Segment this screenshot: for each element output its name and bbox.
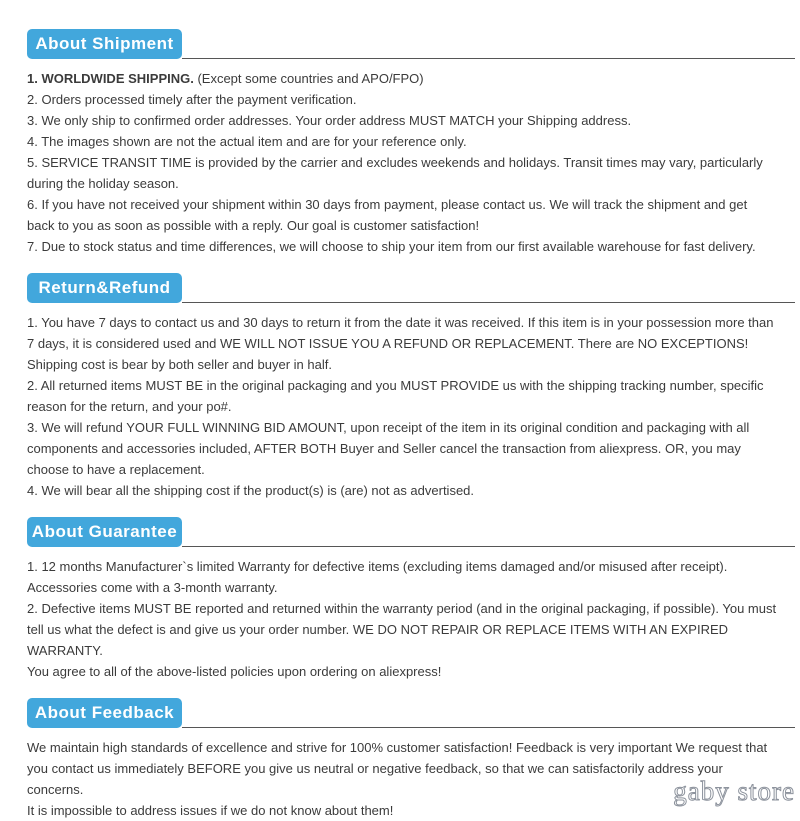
section-return-refund [27,273,777,501]
policy-item: 5. SERVICE TRANSIT TIME is provided by the carrier and excludes weekends and holidays. Transit times may vary, particularly during the holiday season. [27,155,763,191]
policy-item: 1. You have 7 days to contact us and 30 days to return it from the date it was received. If this item is in your possession more than 7 days, it is considered used and WE WILL NOT ISSUE YOU A REFUND OR REPLACEMENT. There are NO EXCEPTIONS! [27,315,774,351]
policy-item: 3. We will refund YOUR FULL WINNING BID AMOUNT, upon receipt of the item in its original condition and packaging with all components and accessories included, AFTER BOTH Buyer and Seller cancel the transaction from aliexpress. OR, you may choose to have a replacement. [27,420,750,477]
policy-item: You agree to all of the above-listed policies upon ordering on aliexpress! [27,664,442,679]
policy-item-text: (Except some countries and APO/FPO) [193,71,424,86]
section-body [27,728,777,821]
section-divider [182,727,795,728]
policy-item: 2. Defective items MUST BE reported and returned within the warranty period (and in the original packaging, if possible). You must tell us what the defect is and give us your order number. WE DO NOT REPAIR OR REPLACE ITEMS WITH AN EXPIRED WARRANTY. [27,601,777,658]
policy-item: 7. Due to stock status and time differences, we will choose to ship your item from our first available warehouse for fast delivery. [27,239,756,254]
policy-item [27,68,777,89]
policy-item: Shipping cost is bear by both seller and buyer in half. [27,357,332,372]
section-body [27,303,777,501]
section-header [27,29,795,59]
section-about-feedback [27,698,777,821]
section-header [27,273,795,303]
policy-item: 6. If you have not received your shipment within 30 days from payment, please contact us. We will track the shipment and get back to you as soon as possible with a reply. Our goal is customer satisfaction! [27,197,748,233]
section-header [27,517,795,547]
section-about-shipment [27,29,777,257]
section-divider [182,546,795,547]
section-title-badge: About Guarantee [27,517,182,547]
policy-item: We maintain high standards of excellence and strive for 100% customer satisfaction! Feedback is very important We request that you contact us immediately BEFORE you give us neutral or negative feedback, so that we can satisfactorily address your concerns. [27,740,768,797]
section-title-badge: About Feedback [27,698,182,728]
policy-item-bold: 1. WORLDWIDE SHIPPING. [27,71,194,86]
store-watermark: gaby store [673,776,795,806]
policy-item: 4. The images shown are not the actual item and are for your reference only. [27,134,467,149]
policy-item: 2. All returned items MUST BE in the original packaging and you MUST PROVIDE us with the shipping tracking number, specific reason for the return, and your po#. [27,378,764,414]
section-body [27,59,777,257]
policy-item: 4. We will bear all the shipping cost if the product(s) is (are) not as advertised. [27,483,475,498]
section-about-guarantee [27,517,777,682]
section-divider [182,58,795,59]
policy-item: 2. Orders processed timely after the payment verification. [27,92,357,107]
policy-item: It is impossible to address issues if we do not know about them! [27,803,394,818]
section-title-badge: About Shipment [27,29,182,59]
section-title-badge: Return&Refund [27,273,182,303]
policy-item: 1. 12 months Manufacturer`s limited Warranty for defective items (excluding items damaged and/or misused after receipt). Accessories come with a 3-month warranty. [27,559,728,595]
section-divider [182,302,795,303]
section-body [27,547,777,682]
section-header [27,698,795,728]
policy-item: 3. We only ship to confirmed order addresses. Your order address MUST MATCH your Shipping address. [27,113,632,128]
